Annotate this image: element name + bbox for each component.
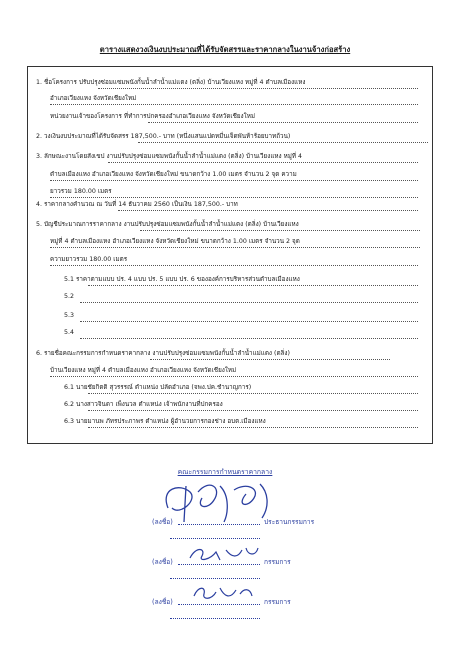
dotted-line [138, 142, 428, 143]
signature-2-role: กรรมการ [264, 558, 291, 566]
item-5-estimate: 5. บัญชีประมาณการราคากลาง งานปรับปรุงซ่อมแซมพนังกั้นน้ำลำน้ำแม่แตง (ตลิ่ง) บ้านเวียงแหง [36, 221, 299, 228]
committee-heading: คณะกรรมการกำหนดราคากลาง [177, 468, 273, 476]
dotted-line [80, 321, 418, 322]
dotted-line [148, 122, 418, 123]
signature-1-prefix: (ลงชื่อ) [152, 518, 173, 526]
dotted-line [150, 359, 390, 360]
signature-1-line [178, 524, 260, 525]
item-1-project-name: 1. ชื่อโครงการ ปรับปรุงซ่อมแซมพนังกั้นน้ำลำน้ำแม่แตง (ตลิ่ง) บ้านเวียงแหง หมู่ที่ 4 ตำบลเมืองแหง [36, 79, 306, 86]
item-6-3-member: 6.3 นายมานพ ภัทรประภาพร ตำแหน่ง ผู้อำนวยการกองช่าง อบต.เมืองแหง [64, 418, 266, 425]
document-title: ตารางแสดงวงเงินงบประมาณที่ได้รับจัดสรรและราคากลางในงานจ้างก่อสร้าง [99, 45, 351, 54]
signature-3-line [178, 604, 260, 605]
item-2-budget: 2. วงเงินงบประมาณที่ได้รับจัดสรร 187,500.- บาท (หนึ่งแสนแปดหมื่นเจ็ดพันห้าร้อยบาทถ้วน) [36, 133, 291, 140]
dotted-line [50, 197, 418, 198]
item-1-owner-agency: หน่วยงานเจ้าของโครงการ ที่ทำการปกครองอำเภอเวียงแหง จังหวัดเชียงใหม่ [50, 113, 255, 120]
item-5-3: 5.3 [64, 312, 75, 319]
item-1-location: อำเภอเวียงแหง จังหวัดเชียงใหม่ [50, 95, 137, 102]
dotted-line [50, 265, 418, 266]
dotted-line [108, 162, 418, 163]
budget-table-box [27, 66, 433, 444]
signature-1-role: ประธานกรรมการ [264, 518, 315, 526]
dotted-line [88, 393, 418, 394]
item-3-description-cont: ตำบลเมืองแหง อำเภอเวียงแหง จังหวัดเชียงใหม่ ขนาดกว้าง 1.00 เมตร จำนวน 2 จุด ความ [50, 171, 297, 178]
dotted-line [80, 338, 418, 339]
dotted-line [50, 104, 418, 105]
signature-2-drawing [186, 544, 266, 564]
item-5-4: 5.4 [64, 329, 75, 336]
signature-3-drawing [190, 584, 260, 604]
item-6-2-member: 6.2 นางสาวจินดา เพ็งนวล ตำแหน่ง เจ้าพนักงานที่ปกครอง [64, 401, 223, 408]
signature-3-role: กรรมการ [264, 598, 291, 606]
signature-3-name-line [170, 618, 260, 619]
signature-2-line [178, 564, 260, 565]
item-4-median-price: 4. ราคากลางคำนวณ ณ วันที่ 14 ธันวาคม 2560 เป็นเงิน 187,500.- บาท [36, 201, 238, 208]
dotted-line [50, 247, 420, 248]
item-6-committee: 6. รายชื่อคณะกรรมการกำหนดราคากลาง งานปรับปรุงซ่อมแซมพนังกั้นน้ำลำน้ำแม่แตง (ตลิ่ง) [36, 350, 290, 357]
dotted-line [140, 230, 420, 231]
item-5-length: ความยาวรวม 180.00 เมตร [50, 256, 128, 263]
item-6-committee-cont: บ้านเวียงแหง หมู่ที่ 4 ตำบลเมืองแหง อำเภอเวียงแหง จังหวัดเชียงใหม่ [50, 367, 237, 374]
item-5-1: 5.1 ราคาตามแบบ ปร. 4 แบบ ปร. 5 แบบ ปร. 6 ขององค์การบริหารส่วนตำบลเมืองแหง [64, 276, 300, 283]
item-5-2: 5.2 [64, 293, 75, 300]
dotted-line [88, 285, 418, 286]
dotted-line [98, 88, 418, 89]
item-5-estimate-cont: หมู่ที่ 4 ตำบลเมืองแหง อำเภอเวียงแหง จังหวัดเชียงใหม่ ขนาดกว้าง 1.00 เมตร จำนวน 2 จุด [50, 238, 300, 245]
dotted-line [88, 427, 418, 428]
signature-3-prefix: (ลงชื่อ) [152, 598, 173, 606]
signature-2-name-line [170, 578, 260, 579]
signature-1-name-line [170, 538, 260, 539]
dotted-line [50, 376, 418, 377]
signature-2-prefix: (ลงชื่อ) [152, 558, 173, 566]
dotted-line [50, 180, 418, 181]
item-6-1-member: 6.1 นายชัยกิตติ สุวรรรณ์ ตำแหน่ง ปลัดอำเภอ (จพง.ปค.ชำนาญการ) [64, 384, 252, 391]
dotted-line [88, 410, 418, 411]
dotted-line [80, 302, 418, 303]
item-3-description: 3. ลักษณะงานโดยสังเขป งานปรับปรุงซ่อมแซมพนังกั้นน้ำลำน้ำแม่แตง (ตลิ่ง) บ้านเวียงแหง หมู่ที่ 4 [36, 153, 303, 160]
dotted-line [118, 210, 418, 211]
item-3-length: ยาวรวม 180.00 เมตร [50, 188, 112, 195]
